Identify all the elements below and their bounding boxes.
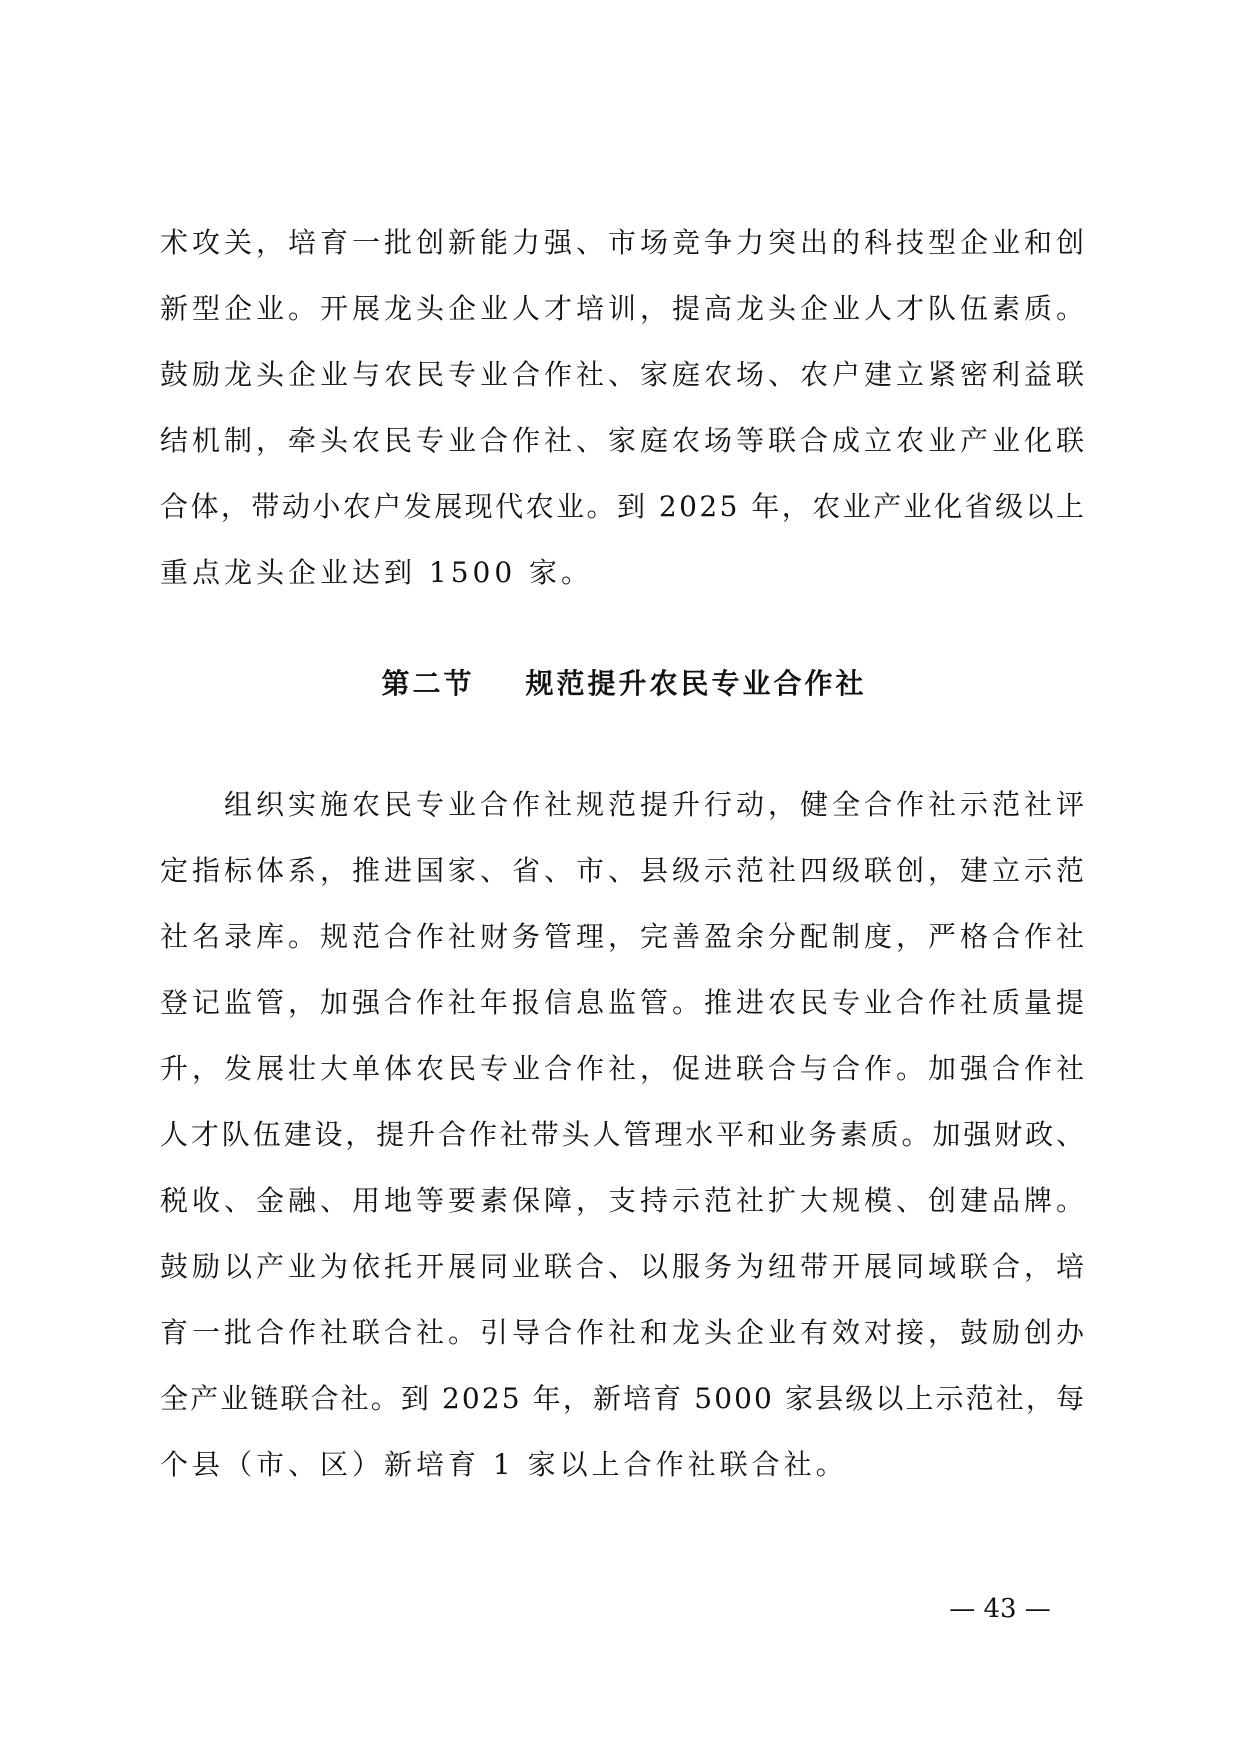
- paragraph-line: 全产业链联合社。到 2025 年，新培育 5000 家县级以上示范社，每: [160, 1382, 1087, 1415]
- paragraph-line: 登记监管，加强合作社年报信息监管。推进农民专业合作社质量提: [160, 986, 1088, 1019]
- paragraph-line: 结机制，牵头农民专业合作社、家庭农场等联合成立农业产业化联: [160, 424, 1088, 457]
- section-heading: 第二节 规范提升农民专业合作社: [381, 667, 867, 700]
- paragraph-line: 合体，带动小农户发展现代农业。到 2025 年，农业产业化省级以上: [160, 490, 1087, 523]
- paragraph-line: 人才队伍建设，提升合作社带头人管理水平和业务素质。加强财政、: [160, 1118, 1087, 1151]
- paragraph-line: 组织实施农民专业合作社规范提升行动，健全合作社示范社评: [224, 788, 1088, 821]
- paragraph-line: 鼓励龙头企业与农民专业合作社、家庭农场、农户建立紧密利益联: [160, 358, 1088, 391]
- page-number: — 43 —: [949, 1594, 1051, 1624]
- paragraph-line: 定指标体系，推进国家、省、市、县级示范社四级联创，建立示范: [160, 854, 1088, 887]
- paragraph-line: 术攻关，培育一批创新能力强、市场竞争力突出的科技型企业和创: [160, 226, 1088, 259]
- paragraph-line: 个县（市、区）新培育 1 家以上合作社联合社。: [160, 1448, 848, 1481]
- paragraph-line: 重点龙头企业达到 1500 家。: [160, 556, 594, 589]
- paragraph-line: 新型企业。开展龙头企业人才培训，提高龙头企业人才队伍素质。: [160, 292, 1088, 325]
- paragraph-line: 鼓励以产业为依托开展同业联合、以服务为纽带开展同域联合，培: [160, 1250, 1088, 1283]
- paragraph-line: 育一批合作社联合社。引导合作社和龙头企业有效对接，鼓励创办: [160, 1316, 1088, 1349]
- paragraph-line: 升，发展壮大单体农民专业合作社，促进联合与合作。加强合作社: [160, 1052, 1088, 1085]
- paragraph-line: 社名录库。规范合作社财务管理，完善盈余分配制度，严格合作社: [160, 920, 1088, 953]
- paragraph-line: 税收、金融、用地等要素保障，支持示范社扩大规模、创建品牌。: [160, 1184, 1088, 1217]
